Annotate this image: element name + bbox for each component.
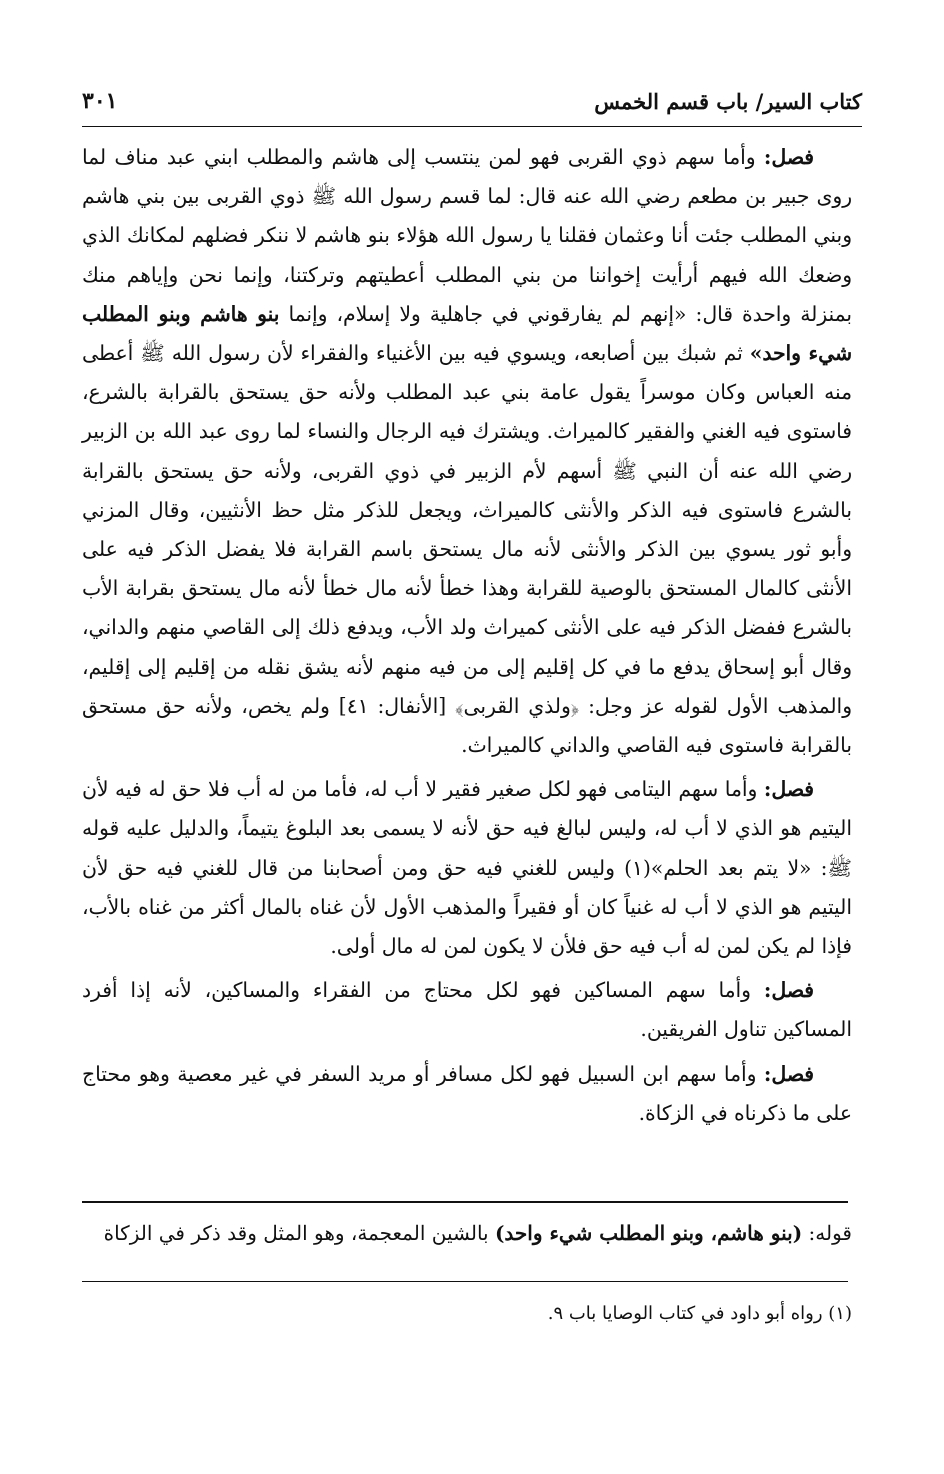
- commentary-note: [82, 1216, 852, 1250]
- page-number: ٣٠١: [82, 88, 118, 114]
- paragraph-text-continued: ثم شبك بين أصابعه، ويسوي فيه بين الأغنياء والفقراء لأن رسول الله ﷺ أعطى منه العباس وكان موسراً يقول عامة بني عبد المطلب ولأنه حق يستحق بالقرابة بالشرع، فاستوى فيه الغني والفقير كالميراث. ويشترك فيه الرجال والنساء لما روى عبد الله بن الزبير رضي الله عنه أن النبي ﷺ أسهم لأم الزبير في ذوي القربى، ولأنه حق يستحق بالقرابة بالشرع فاستوى فيه الذكر والأنثى كالميراث، ويجعل للذكر مثل حظ الأنثيين، وقال المزني وأبو ثور يسوي بين الذكر والأنثى لأنه مال يستحق باسم القرابة فلا يفضل الذكر فيه على الأنثى كالمال المستحق بالوصية للقرابة وهذا خطأ لأنه مال خطأ لأنه مال يستحق بقرابة الأب بالشرع ففضل الذكر فيه على الأنثى كميراث ولد الأب، ويدفع ذلك إلى القاصي منهم والداني، وقال أبو إسحاق يدفع ما في كل إقليم إلى من فيه منهم لأنه يشق نقله من إقليم إلى إقليم، والمذهب الأول لقوله عز وجل: ﴿ولذي القربى﴾ [الأنفال: ٤١] ولم يخص، ولأنه حق مستحق بالقرابة فاستوى فيه القاصي والداني كالميراث.: [82, 341, 852, 758]
- paragraph-needy-share: [82, 971, 852, 1049]
- main-text: [82, 138, 852, 1138]
- section-marker: فصل:: [763, 978, 814, 1003]
- commentary-divider: [82, 1201, 848, 1203]
- section-marker: فصل:: [763, 1061, 814, 1086]
- bold-quote: بنو هاشم وبنو المطلب شيء واحد»: [82, 301, 852, 366]
- running-title: كتاب السير/ باب قسم الخمس: [594, 89, 862, 114]
- paragraph-text: وأما سهم ابن السبيل فهو لكل مسافر أو مريد السفر في غير معصية وهو محتاج على ما ذكرناه في الزكاة.: [82, 1061, 852, 1125]
- page-header: [82, 80, 862, 114]
- paragraph-text: وأما سهم ذوي القربى فهو لمن ينتسب إلى هاشم والمطلب ابني عبد مناف لما روى جبير بن مطعم رضي الله عنه قال: لما قسم رسول الله ﷺ ذوي القربى بين بني هاشم وبني المطلب جئت أنا وعثمان فقلنا يا رسول الله هؤلاء بنو هاشم لا ننكر فضلهم لمكانك الذي وضعك الله فيهم أرأيت إخواننا من بني المطلب أعطيتهم وتركتنا، وإنما نحن وإياهم منك بمنزلة واحدة قال: «إنهم لم يفارقوني في جاهلية ولا إسلام، وإنما: [82, 145, 852, 326]
- commentary-prefix: قوله:: [802, 1221, 852, 1245]
- paragraph-text: وأما سهم المساكين فهو لكل محتاج من الفقراء والمساكين، لأنه إذا أفرد المساكين تناول الفريقين.: [82, 978, 852, 1042]
- commentary-quote: (بنو هاشم، وبنو المطلب شيء واحد): [494, 1221, 803, 1245]
- paragraph-orphans-share: [82, 770, 852, 966]
- section-marker: فصل:: [763, 777, 814, 802]
- paragraph-text: وأما سهم اليتامى فهو لكل صغير فقير لا أب له، فأما من له أب فلا حق له فيه لأن اليتيم هو الذي لا أب له، وليس لبالغ فيه حق لأنه لا يسمى بعد البلوغ يتيماً، والدليل عليه قوله ﷺ: «لا يتم بعد الحلم»(١) وليس للغني فيه حق ومن أصحابنا من قال للغني فيه حق لأن اليتيم هو الذي لا أب له غنياً كان أو فقيراً والمذهب الأول لأن غناه بالمال أكثر من غناه بالأب، فإذا لم يكن لمن له أب فيه حق فلأن لا يكون لمن له مال أولى.: [82, 777, 852, 959]
- footnote-divider: [82, 1281, 848, 1282]
- header-divider: [82, 126, 862, 127]
- section-marker: فصل:: [763, 145, 814, 169]
- paragraph-relatives-share: [82, 138, 852, 765]
- footnote: (١) رواه أبو داود في كتاب الوصايا باب ٩.: [547, 1303, 852, 1324]
- paragraph-wayfarer-share: [82, 1055, 852, 1133]
- commentary-text: بالشين المعجمة، وهو المثل وقد ذكر في الزكاة: [103, 1221, 495, 1245]
